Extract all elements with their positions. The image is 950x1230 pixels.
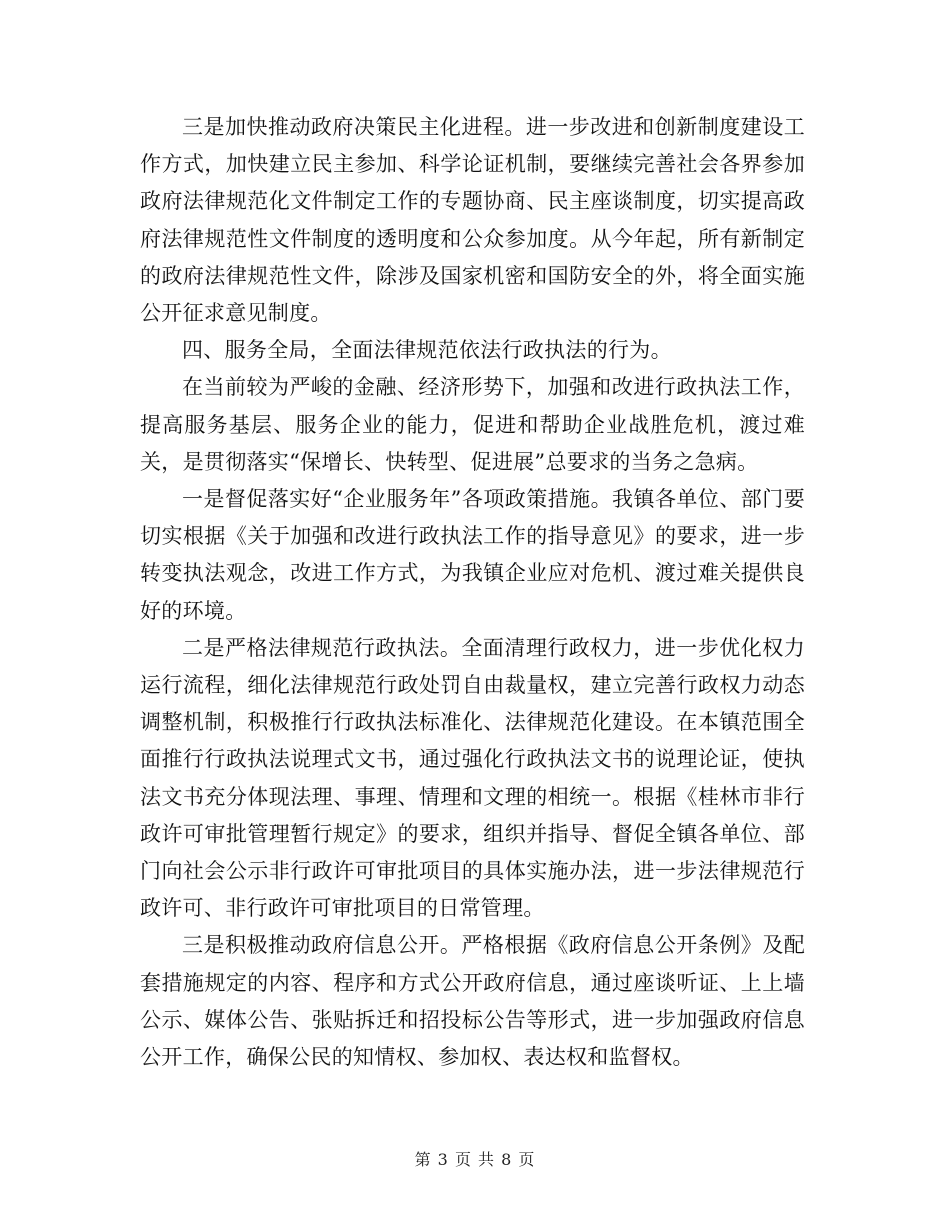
section-heading-four: 四、服务全局，全面法律规范依法行政执法的行为。 bbox=[182, 338, 672, 363]
document-body bbox=[140, 109, 805, 1076]
paragraph-information-disclosure: 三是积极推动政府信息公开。严格根据《政府信息公开条例》及配套措施规定的内容、程序和方式公开政府信息，通过座谈听证、上上墙公示、媒体公告、张贴拆迁和招投标公告等形式，进一步加强政府信息公开工作，确保公民的知情权、参加权、表达权和监督权。 bbox=[140, 933, 805, 1070]
paragraph-enterprise-service-year: 一是督促落实好“企业服务年”各项政策措施。我镇各单位、部门要切实根据《关于加强和改进行政执法工作的指导意见》的要求，进一步转变执法观念，改进工作方式，为我镇企业应对危机、渡过难关提供良好的环境。 bbox=[140, 487, 805, 623]
paragraph-strict-law-enforcement: 二是严格法律规范行政执法。全面清理行政权力，进一步优化权力运行流程，细化法律规范行政处罚自由裁量权，建立完善行政权力动态调整机制，积极推行行政执法标准化、法律规范化建设。在本镇范围全面推行行政执法说理式文书，通过强化行政执法文书的说理论证，使执法文书充分体现法理、事理、情理和文理的相统一。根据《桂林市非行政许可审批管理暂行规定》的要求，组织并指导、督促全镇各单位、部门向社会公示非行政许可审批项目的具体实施办法，进一步法律规范行政许可、非行政许可审批项目的日常管理。 bbox=[140, 635, 805, 921]
paragraph-economic-situation: 在当前较为严峻的金融、经济形势下，加强和改进行政执法工作，提高服务基层、服务企业的能力，促进和帮助企业战胜危机，渡过难关，是贯彻落实“保增长、快转型、促进展”总要求的当务之急病。 bbox=[140, 375, 805, 474]
paragraph-democratic-decision: 三是加快推动政府决策民主化进程。进一步改进和创新制度建设工作方式，加快建立民主参加、科学论证机制，要继续完善社会各界参加政府法律规范化文件制定工作的专题协商、民主座谈制度，切实提高政府法律规范性文件制度的透明度和公众参加度。从今年起，所有新制定的政府法律规范性文件，除涉及国家机密和国防安全的外，将全面实施公开征求意见制度。 bbox=[140, 115, 805, 326]
page-number-footer: 第 3 页 共 8 页 bbox=[414, 1150, 536, 1169]
